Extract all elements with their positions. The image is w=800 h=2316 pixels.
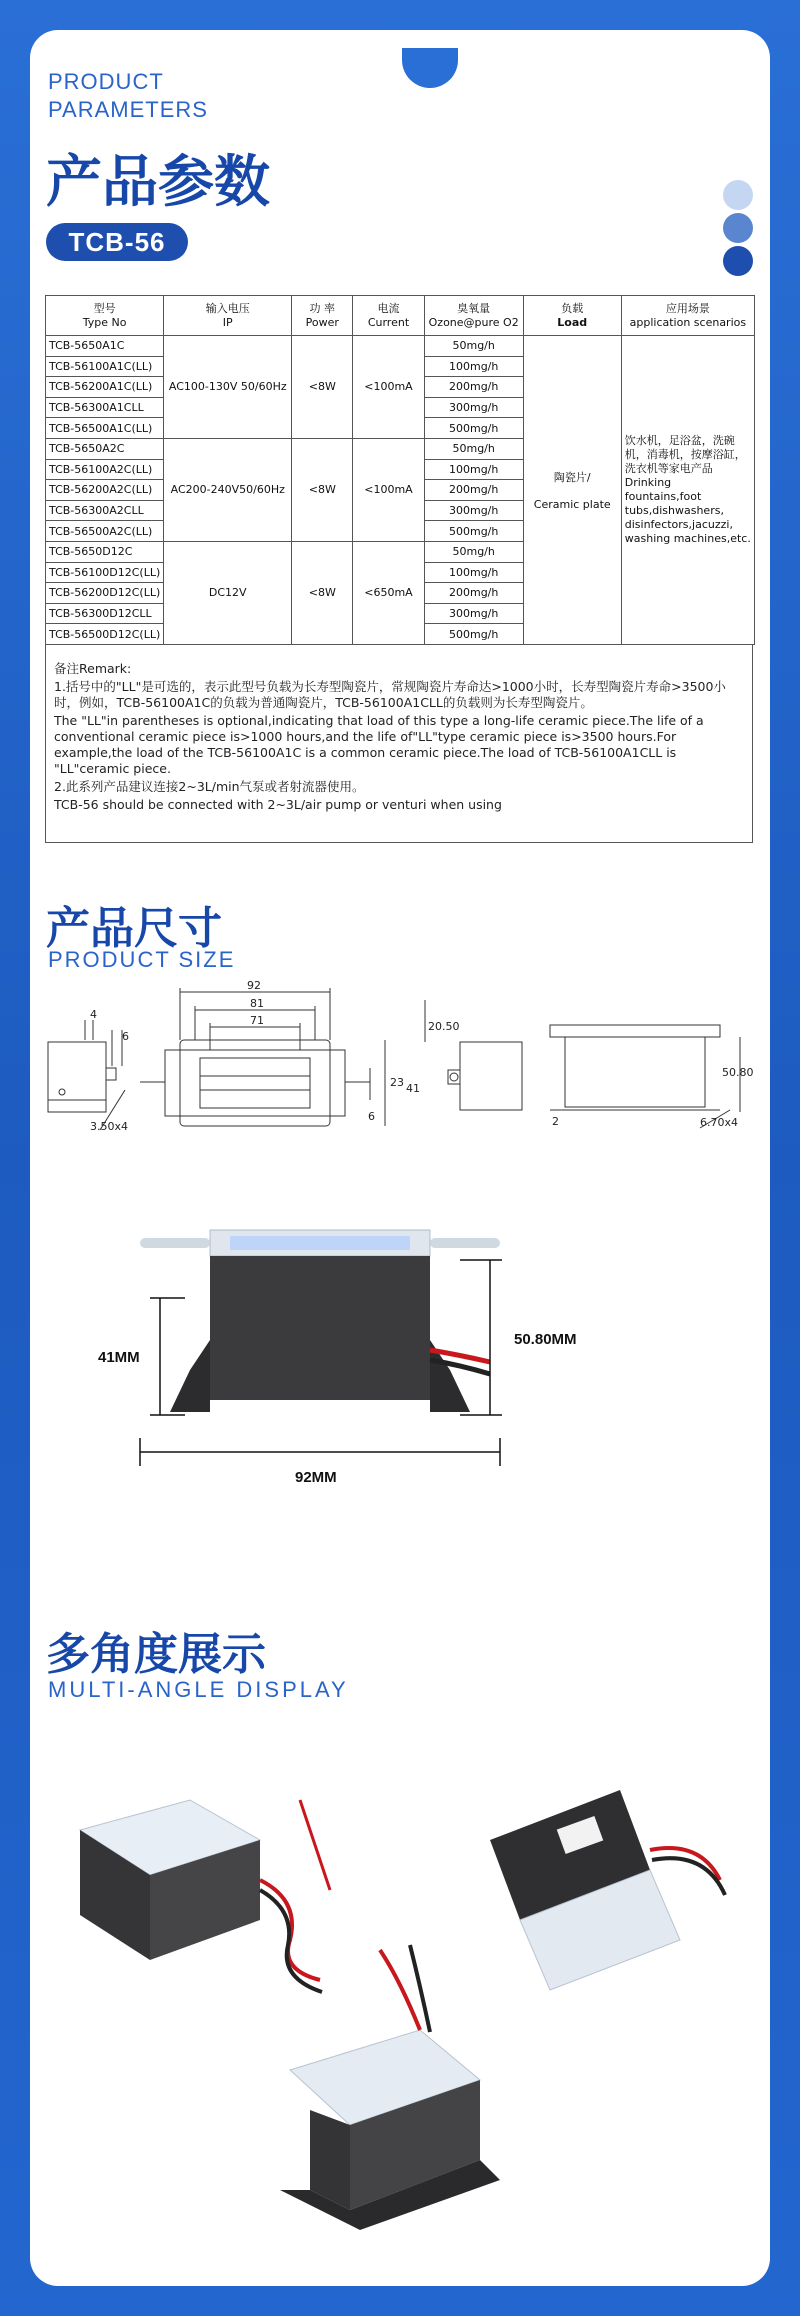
left-nozzle bbox=[140, 1238, 210, 1248]
ozone-cell: 200mg/h bbox=[424, 377, 523, 398]
table-header-row bbox=[46, 296, 755, 336]
model-cell: TCB-5650A2C bbox=[46, 438, 164, 459]
ozone-cell: 100mg/h bbox=[424, 459, 523, 480]
decorative-dots bbox=[723, 180, 753, 279]
dimension-photo bbox=[98, 1190, 690, 1510]
header-scenarios: 应用场景 application scenarios bbox=[621, 296, 754, 336]
dim-6-70x4: 6.70x4 bbox=[700, 1116, 739, 1129]
model-cell: TCB-56500A1C(LL) bbox=[46, 418, 164, 439]
current-cell: <100mA bbox=[353, 336, 424, 439]
scenarios-cell: 饮水机，足浴盆，洗碗机，消毒机，按摩浴缸，洗衣机等家电产品 Drinking fountains,foot tubs,dishwashers, disinfectors,jacuzzi, washing machines,etc. bbox=[621, 336, 754, 645]
load-cell: 陶瓷片/ Ceramic plate bbox=[523, 336, 621, 645]
ozone-cell: 50mg/h bbox=[424, 336, 523, 357]
dim-2: 2 bbox=[552, 1115, 559, 1128]
content-card bbox=[30, 30, 770, 2286]
model-cell: TCB-56500D12C(LL) bbox=[46, 624, 164, 645]
dim-6-left: 6 bbox=[122, 1030, 129, 1043]
dim-92: 92 bbox=[247, 979, 261, 992]
ozone-cell: 100mg/h bbox=[424, 356, 523, 377]
ozone-cell: 500mg/h bbox=[424, 418, 523, 439]
ozone-cell: 200mg/h bbox=[424, 480, 523, 501]
photo-dim-92mm: 92MM bbox=[295, 1469, 337, 1486]
remark-box bbox=[45, 645, 753, 843]
right-nozzle bbox=[430, 1238, 500, 1248]
model-cell: TCB-56200A1C(LL) bbox=[46, 377, 164, 398]
remark-line-1: 1.括号中的"LL"是可选的，表示此型号负载为长寿型陶瓷片，常规陶瓷片寿命达>1000小时，长寿型陶瓷片寿命>3500小时，例如，TCB-56100A1C的负载为普通陶瓷片，TCB-56100A1CLL的负载则为长寿型陶瓷片。 bbox=[54, 679, 726, 710]
parameter-table bbox=[45, 295, 755, 645]
remark-title: 备注Remark: bbox=[54, 661, 132, 676]
angle-title-cn: 多角度展示 bbox=[46, 1629, 266, 1680]
model-cell: TCB-5650A1C bbox=[46, 336, 164, 357]
multi-angle-photos bbox=[60, 1730, 740, 2250]
model-cell: TCB-56100A1C(LL) bbox=[46, 356, 164, 377]
power-cell: <8W bbox=[292, 336, 353, 439]
ozone-cell: 50mg/h bbox=[424, 541, 523, 562]
model-cell: TCB-56200A2C(LL) bbox=[46, 480, 164, 501]
model-badge: TCB-56 bbox=[46, 223, 188, 261]
remark-line-3: 2.此系列产品建议连接2~3L/min气泵或者射流器使用。 bbox=[54, 779, 365, 794]
size-title-cn: 产品尺寸 bbox=[46, 903, 222, 954]
header-ozone: 臭氧量 Ozone@pure O2 bbox=[424, 296, 523, 336]
model-cell: TCB-56100D12C(LL) bbox=[46, 562, 164, 583]
header-load: 负载 Load bbox=[523, 296, 621, 336]
current-cell: <100mA bbox=[353, 438, 424, 541]
product-view-1 bbox=[80, 1800, 330, 1992]
ozone-cell: 500mg/h bbox=[424, 521, 523, 542]
dim-50-80: 50.80 bbox=[722, 1066, 754, 1079]
dim-3-50x4: 3.50x4 bbox=[90, 1120, 129, 1133]
photo-dim-41mm: 41MM bbox=[98, 1349, 140, 1366]
dim-4: 4 bbox=[90, 1008, 97, 1021]
model-cell: TCB-56200D12C(LL) bbox=[46, 583, 164, 604]
dot-light bbox=[723, 180, 753, 210]
dim-71: 71 bbox=[250, 1014, 264, 1027]
header-voltage: 输入电压 IP bbox=[164, 296, 292, 336]
dot-dark bbox=[723, 246, 753, 276]
dim-6-right: 6 bbox=[368, 1110, 375, 1123]
dim-23: 23 bbox=[390, 1076, 404, 1089]
dim-81: 81 bbox=[250, 997, 264, 1010]
photo-dim-50-80mm: 50.80MM bbox=[514, 1331, 577, 1348]
ozone-cell: 50mg/h bbox=[424, 438, 523, 459]
remark-line-4: TCB-56 should be connected with 2~3L/air pump or venturi when using bbox=[54, 797, 502, 812]
dot-mid bbox=[723, 213, 753, 243]
model-cell: TCB-5650D12C bbox=[46, 541, 164, 562]
model-cell: TCB-56100A2C(LL) bbox=[46, 459, 164, 480]
model-cell: TCB-56300A2CLL bbox=[46, 500, 164, 521]
voltage-cell: AC100-130V 50/60Hz bbox=[164, 336, 292, 439]
voltage-cell: DC12V bbox=[164, 541, 292, 644]
header-current: 电流 Current bbox=[353, 296, 424, 336]
voltage-cell: AC200-240V50/60Hz bbox=[164, 438, 292, 541]
ozone-cell: 300mg/h bbox=[424, 603, 523, 624]
dim-41: 41 bbox=[406, 1082, 420, 1095]
remark-line-2: The "LL"in parentheses is optional,indicating that load of this type a long-life ceramic piece.The life of a conventional ceramic piece is>1000 hours,and the life of"LL"type ceramic piece is>3500 hours.For example,the load of the TCB-56100A1C is a common ceramic piece.The load of TCB-56100A1CLL is "LL"ceramic piece. bbox=[54, 713, 704, 776]
power-cell: <8W bbox=[292, 541, 353, 644]
header-type: 型号 Type No bbox=[46, 296, 164, 336]
table-row bbox=[46, 336, 755, 357]
top-notch bbox=[402, 48, 458, 88]
angle-title-en: MULTI-ANGLE DISPLAY bbox=[48, 1677, 349, 1702]
model-cell: TCB-56300D12CLL bbox=[46, 603, 164, 624]
ozone-cell: 300mg/h bbox=[424, 500, 523, 521]
ozone-cell: 200mg/h bbox=[424, 583, 523, 604]
model-cell: TCB-56500A2C(LL) bbox=[46, 521, 164, 542]
ozone-cell: 300mg/h bbox=[424, 397, 523, 418]
en-title-line1: PRODUCT bbox=[48, 69, 164, 94]
current-cell: <650mA bbox=[353, 541, 424, 644]
product-view-2 bbox=[490, 1790, 725, 1990]
page-title: 产品参数 bbox=[46, 150, 270, 215]
ozone-cell: 500mg/h bbox=[424, 624, 523, 645]
header-power: 功 率 Power bbox=[292, 296, 353, 336]
en-title-line2: PARAMETERS bbox=[48, 97, 208, 122]
size-title-en: PRODUCT SIZE bbox=[48, 947, 236, 972]
housing-body bbox=[210, 1256, 430, 1400]
model-cell: TCB-56300A1CLL bbox=[46, 397, 164, 418]
power-cell: <8W bbox=[292, 438, 353, 541]
ozone-cell: 100mg/h bbox=[424, 562, 523, 583]
technical-drawing bbox=[30, 980, 770, 1140]
dim-20-50: 20.50 bbox=[428, 1020, 460, 1033]
